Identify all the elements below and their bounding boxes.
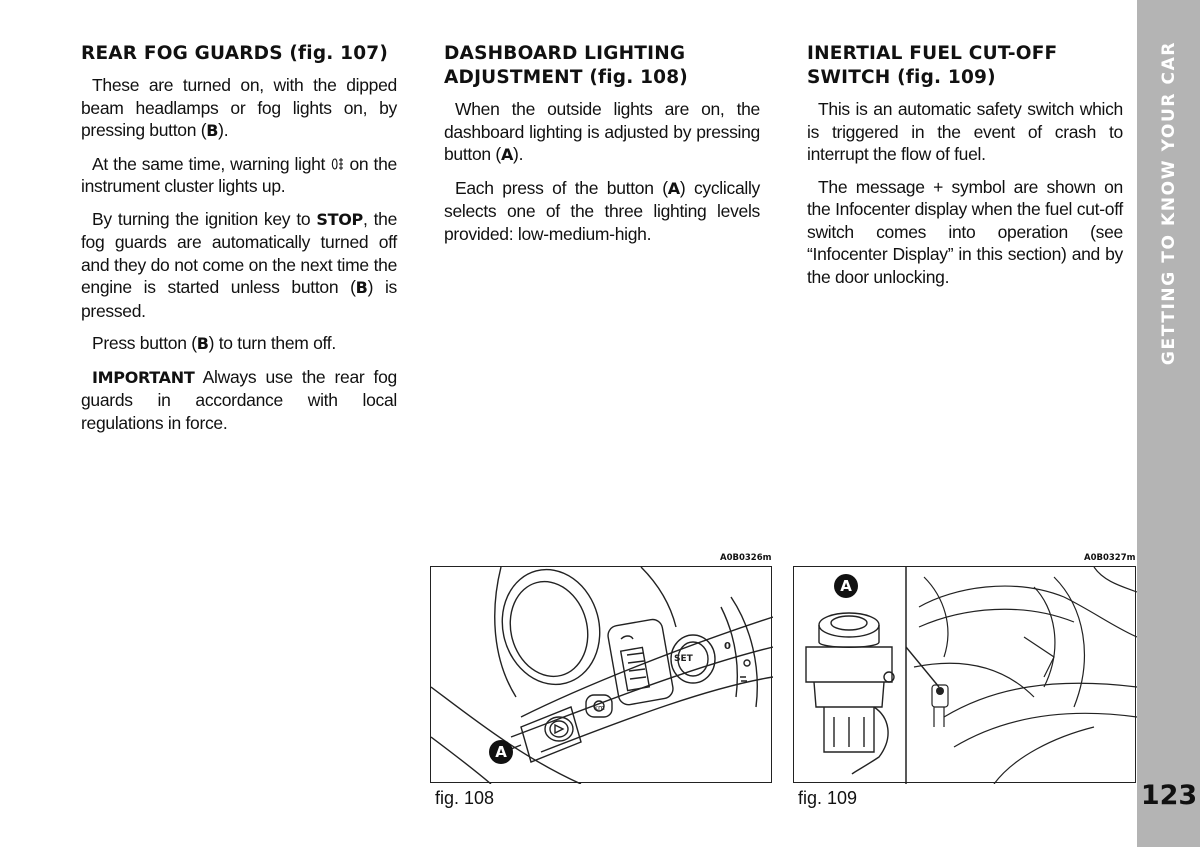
- section-heading: INERTIAL FUEL CUT-OFF SWITCH (fig. 109): [807, 43, 1058, 88]
- paragraph: These are turned on, with the dipped beam headlamps or fog lights on, by pressing button (B).: [81, 75, 397, 140]
- dashboard-drawing: [431, 567, 773, 784]
- paragraph: Each press of the button (A) cyclically selects one of the three lighting levels provided: low-medium-high.: [444, 177, 760, 244]
- zero-label: 0: [724, 641, 731, 652]
- figure-code: A0B0327m: [1084, 553, 1136, 563]
- section-heading: REAR FOG GUARDS (fig. 107): [81, 43, 389, 64]
- paragraph: When the outside lights are on, the dashboard lighting is adjusted by pressing button (A).: [444, 99, 760, 164]
- paragraph: Press button (B) to turn them off.: [92, 333, 336, 353]
- figure-caption: fig. 108: [435, 788, 495, 808]
- fig-109-illustration: [793, 566, 1136, 783]
- paragraph: The message + symbol are shown on the Infocenter display when the fuel cut-off switch comes into operation (see “Infocenter Display” in this section) and by the door unlocking.: [807, 176, 1123, 287]
- section-heading: DASHBOARD LIGHTING ADJUSTMENT (fig. 108): [444, 43, 688, 88]
- figure-caption: fig. 109: [798, 788, 858, 808]
- set-button-label: SET: [674, 654, 693, 664]
- important-note: IMPORTANT Always use the rear fog guards in accordance with local regulations in force.: [81, 366, 397, 433]
- figure-code: A0B0326m: [720, 553, 772, 563]
- fuel-cutoff-drawing: [794, 567, 1137, 784]
- paragraph: At the same time, warning light on the instrument cluster lights up.: [81, 153, 397, 196]
- rear-fog-guards-section: [81, 42, 397, 444]
- paragraph: This is an automatic safety switch which is triggered in the event of crash to interrupt the flow of fuel.: [807, 99, 1123, 164]
- fuel-cutoff-section: [807, 42, 1123, 298]
- page-number: 123: [1140, 780, 1198, 811]
- dashboard-lighting-section: [444, 42, 760, 255]
- paragraph: By turning the ignition key to STOP, the fog guards are automatically turned off and they do not come on the next time the engine is started unless button (B) is pressed.: [81, 208, 397, 321]
- callout-a: A: [489, 740, 513, 764]
- callout-a: A: [834, 574, 858, 598]
- rear-fog-warning-icon: [330, 157, 344, 171]
- fig-108-illustration: [430, 566, 772, 783]
- km-button-label: km: [594, 704, 605, 712]
